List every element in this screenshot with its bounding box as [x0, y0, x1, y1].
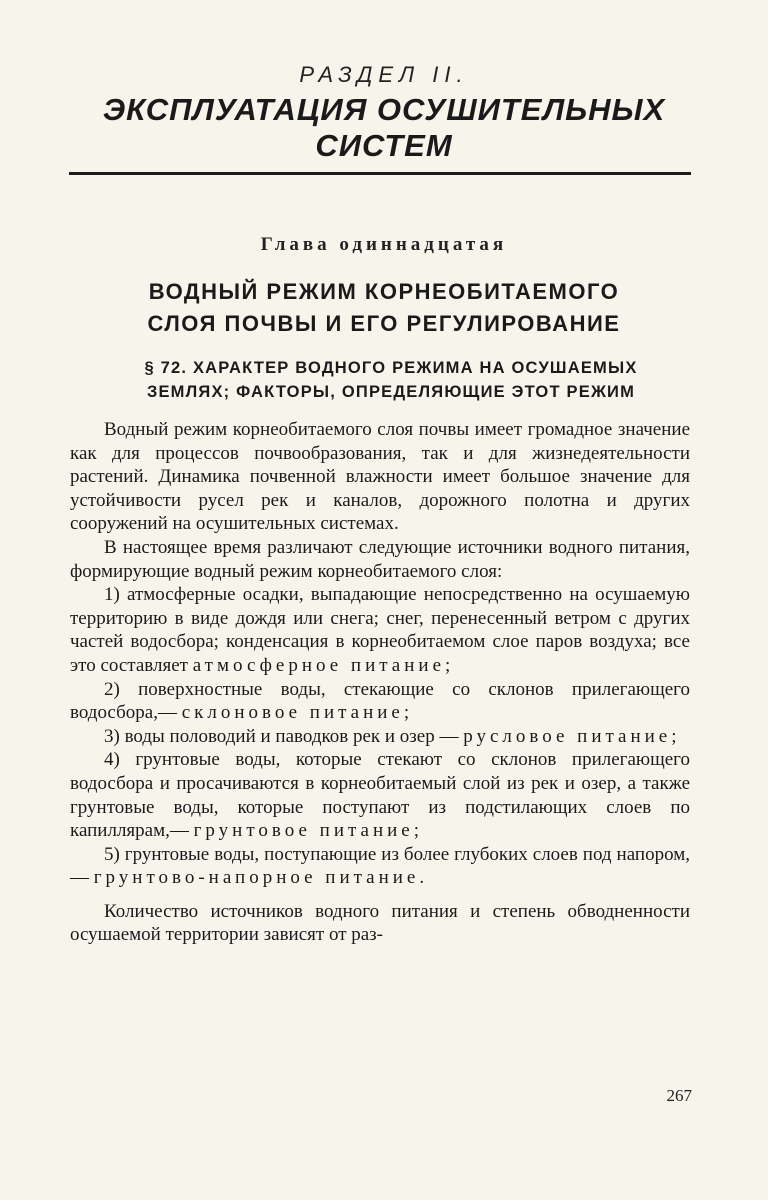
- chapter-title-line-2: СЛОЯ ПОЧВЫ И ЕГО РЕГУЛИРОВАНИЕ: [147, 311, 621, 336]
- list-item-end: .: [419, 867, 425, 889]
- list-item-text: 3) воды половодий и паводков рек и озер —: [104, 725, 459, 747]
- term-channel: русловое питание: [463, 725, 672, 747]
- list-item-text: 2) поверхностные воды, стекающие со склонов прилегающего водосбора,—: [70, 678, 690, 724]
- list-item-4: [70, 748, 690, 842]
- section-title: [86, 356, 696, 404]
- part-title-line-2: СИСТЕМ: [315, 128, 453, 163]
- paragraph-1: Водный режим корнеобитаемого слоя почвы имеет громадное значение как для процессов почвообразования, так и для жизнедеятельности растений. Динамика почвенной влажности имеет большое значение для устойчивости русел рек и каналов, дорожного полотна и других сооружений на осушительных системах.: [70, 419, 690, 535]
- list-item-end: ;: [445, 654, 451, 676]
- list-item-end: ;: [403, 702, 410, 724]
- chapter-label: Глава одиннадцатая: [260, 234, 508, 255]
- list-item-end: ;: [413, 820, 419, 842]
- part-title: [0, 92, 768, 164]
- term-groundwater: грунтовое питание: [193, 820, 414, 842]
- list-item-text: 5) грунтовые воды, поступающие из более глубоких слоев под напором,—: [70, 843, 690, 889]
- divider-rule: [69, 172, 691, 175]
- chapter-title-line-1: ВОДНЫЙ РЕЖИМ КОРНЕОБИТАЕМОГО: [148, 279, 620, 304]
- list-item-1: [70, 583, 690, 677]
- list-item-end: ;: [671, 725, 677, 747]
- part-label: РАЗДЕЛ II.: [299, 62, 469, 87]
- list-item-3: [70, 725, 690, 749]
- section-title-line-2: ЗЕМЛЯХ; ФАКТОРЫ, ОПРЕДЕЛЯЮЩИЕ ЭТОТ РЕЖИМ: [146, 383, 636, 401]
- term-pressure-groundwater: грунтово-напорное питание: [93, 867, 420, 889]
- list-item-2: [70, 678, 690, 725]
- paragraph-2: В настоящее время различают следующие источники водного питания, формирующие водный режим корнеобитаемого слоя:: [70, 536, 690, 582]
- section-title-line-1: § 72. ХАРАКТЕР ВОДНОГО РЕЖИМА НА ОСУШАЕМЫХ: [144, 359, 638, 377]
- chapter-title: [0, 276, 768, 340]
- part-title-line-1: ЭКСПЛУАТАЦИЯ ОСУШИТЕЛЬНЫХ: [102, 92, 666, 127]
- term-slope: склоновое питание: [181, 702, 404, 724]
- paragraph-3: Количество источников водного питания и степень обводненности осушаемой территории зависят от раз-: [70, 900, 690, 946]
- list-item-5: [70, 843, 690, 890]
- term-atmospheric: атмосферное питание: [192, 654, 446, 676]
- list-item-text: 1) атмосферные осадки, выпадающие непосредственно на осушаемую территорию в виде дождя или снега; снег, перенесенный ветром с других частей водосбора; конденсация в корнеобитаемом слое паров воздуха; все это составляет: [70, 584, 690, 676]
- list-item-text: 4) грунтовые воды, которые стекают со склонов прилегающего водосбора и просачиваются в корнеобитаемый слой из рек и озер, а также грунтовые воды, которые поступают из подстилающих слоев по капиллярам,—: [70, 749, 690, 842]
- page-number: 267: [666, 1086, 692, 1105]
- body-text: [70, 418, 690, 947]
